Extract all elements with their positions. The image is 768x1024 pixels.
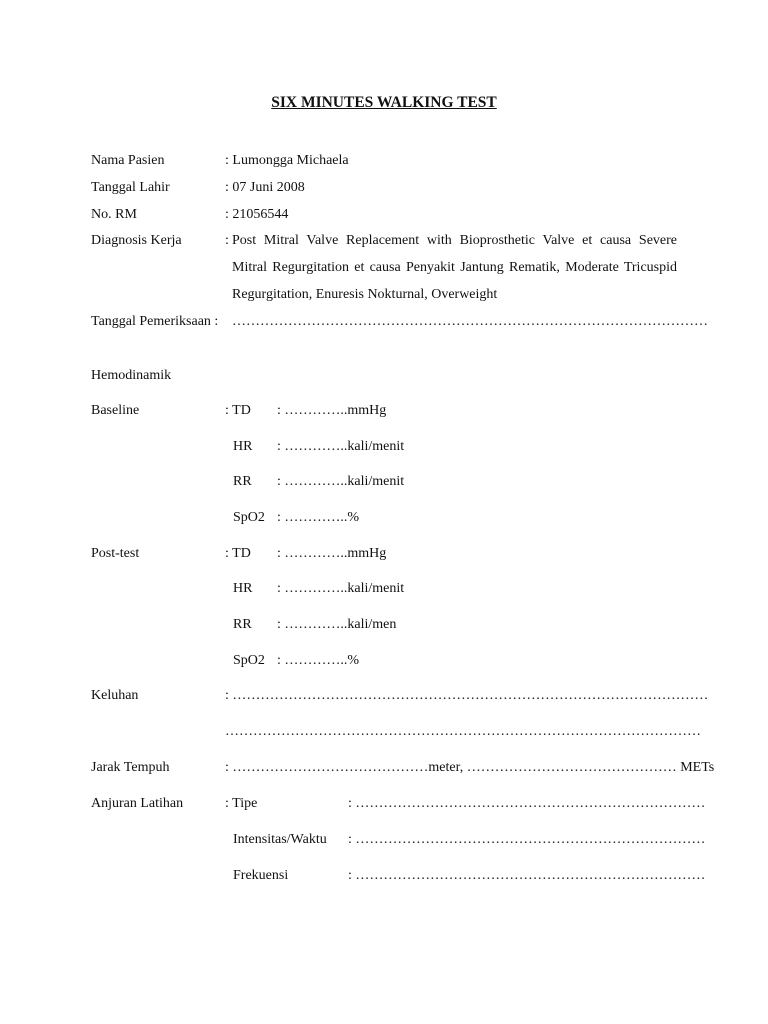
exam-date-label: Tanggal Pemeriksaan :	[91, 314, 219, 329]
posttest-spo2-value: : …………..%	[277, 653, 360, 668]
baseline-hr-label: HR	[233, 439, 253, 454]
exercise-type-value: : …………………………………………………………………	[348, 796, 706, 811]
diagnosis-value: Post Mitral Valve Replacement with Bioprosthetic Valve et causa Severe Mitral Regurgitation et causa Penyakit Jantung Rematik, Moderate Tricuspid Regurgitation, Enuresis Nokturnal, Overweight	[232, 233, 677, 302]
baseline-spo2-label: SpO2	[233, 510, 265, 525]
baseline-hr-value: : …………..kali/menit	[277, 439, 405, 454]
exercise-label: Anjuran Latihan	[91, 796, 184, 811]
posttest-td-label: : TD	[225, 546, 251, 561]
diagnosis-label: Diagnosis Kerja	[91, 233, 182, 248]
posttest-rr-label: RR	[233, 617, 252, 632]
baseline-spo2-value: : …………..%	[277, 510, 360, 525]
dob-value: : 07 Juni 2008	[225, 180, 305, 195]
posttest-spo2-label: SpO2	[233, 653, 265, 668]
complaint-line-2: …………………………………………………………………………………………	[225, 724, 701, 739]
dob-label: Tanggal Lahir	[91, 180, 170, 195]
baseline-rr-value: : …………..kali/menit	[277, 474, 405, 489]
posttest-hr-value: : …………..kali/menit	[277, 581, 405, 596]
exercise-frequency-label: Frekuensi	[233, 868, 289, 883]
rm-label: No. RM	[91, 207, 137, 222]
distance-value: : ……………………………………meter, ……………………………………… METs	[225, 760, 715, 775]
posttest-label: Post-test	[91, 546, 140, 561]
patient-name-value: : Lumongga Michaela	[225, 153, 349, 168]
exam-date-value: …………………………………………………………………………………………	[232, 314, 708, 329]
baseline-label: Baseline	[91, 403, 140, 418]
complaint-line-1: : …………………………………………………………………………………………	[225, 688, 709, 703]
exercise-intensity-label: Intensitas/Waktu	[233, 832, 327, 847]
baseline-td-label: : TD	[225, 403, 251, 418]
patient-name-label: Nama Pasien	[91, 153, 165, 168]
posttest-td-value: : …………..mmHg	[277, 546, 387, 561]
document-title: SIX MINUTES WALKING TEST	[271, 94, 497, 111]
baseline-td-value: : …………..mmHg	[277, 403, 387, 418]
distance-label: Jarak Tempuh	[91, 760, 170, 775]
hemodynamic-heading: Hemodinamik	[91, 368, 172, 383]
posttest-hr-label: HR	[233, 581, 253, 596]
exercise-frequency-value: : …………………………………………………………………	[348, 868, 706, 883]
exercise-intensity-value: : …………………………………………………………………	[348, 832, 706, 847]
baseline-rr-label: RR	[233, 474, 252, 489]
rm-value: : 21056544	[225, 207, 289, 222]
exercise-type-label: : Tipe	[225, 796, 258, 811]
posttest-rr-value: : …………..kali/men	[277, 617, 397, 632]
diagnosis-colon: :	[225, 233, 229, 248]
complaint-label: Keluhan	[91, 688, 139, 703]
